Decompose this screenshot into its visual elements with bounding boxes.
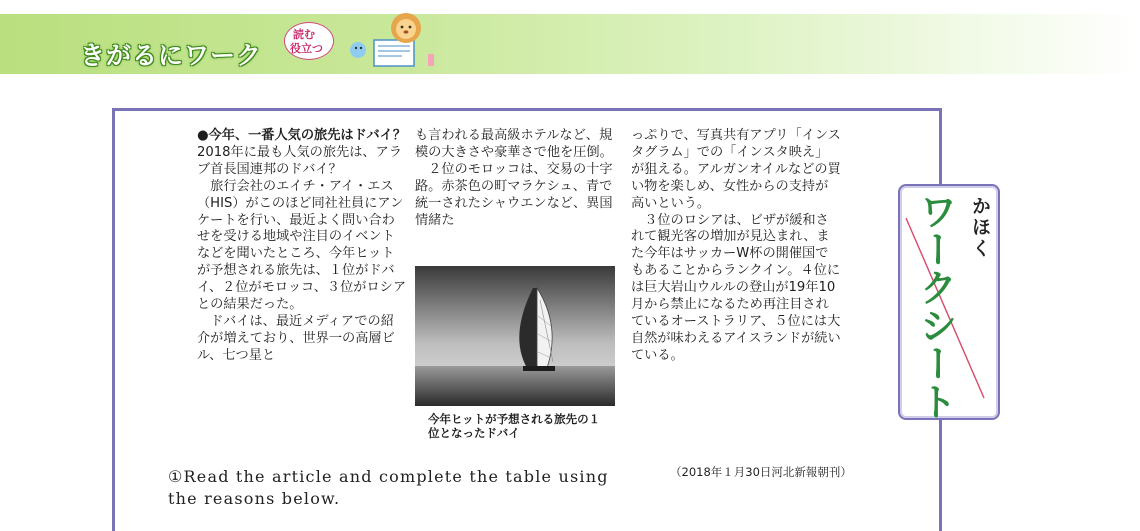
article-source: （2018年１月30日河北新報朝刊）: [670, 465, 852, 479]
article-column-3: [631, 128, 841, 365]
article-paragraph: ドバイは、最近メディアでの紹介が増えており、世界一の高層ビル、七つ星と: [197, 313, 395, 363]
tag-title: ワークシート: [913, 192, 957, 420]
article-paragraph: 旅行会社のエイチ・アイ・エス（HIS）がこのほど同社社員にアンケートを行い、最近よく問い合わせを受ける地域や注目のイベントなどを聞いたところ、今年ヒットが予想される旅先は、１位がドバイ、２位がモロッコ、３位がロシアとの結果だった。: [197, 178, 407, 313]
article-paragraph: ２位のモロッコは、交易の十字路。赤茶色の町マラケシュ、青で統一されたシャウエンなど、異国情緒た: [415, 161, 613, 228]
article-column-2: [415, 128, 620, 229]
article-paragraph: も言われる最高級ホテルなど、規模の大きさや豪華さで他を圧倒。: [415, 128, 613, 160]
article-column-1: [197, 128, 407, 365]
article-paragraph: ３位のロシアは、ビザが緩和されて観光客の増加が見込まれ、また今年はサッカーW杯の開催国でもあることからランクイン。４位には巨大岩山ウルルの登山が19年10月から禁止になるため再注目されているオーストラリア、５位には大自然が味わえるアイスランドが続いている。: [631, 212, 841, 363]
header-banner: [0, 14, 1140, 74]
tag-subtitle: かほく: [969, 196, 991, 259]
exercise-instruction: ①Read the article and complete the table using the reasons below.: [168, 467, 609, 508]
bubble-text-useful: 役立つ: [290, 42, 323, 55]
article-paragraph: 2018年に最も人気の旅先は、アラブ首長国連邦のドバイ？: [197, 144, 402, 177]
mascot-illustration-icon: [336, 10, 436, 70]
dubai-hotel-photo: [415, 266, 615, 406]
banner-title: きがるにワーク: [80, 41, 263, 70]
article-lead-heading: ●今年、一番人気の旅先はドバイ？: [197, 128, 407, 143]
photo-caption: 今年ヒットが予想される旅先の１位となったドバイ: [428, 412, 601, 440]
bubble-text-read: 読む: [293, 28, 315, 41]
article-paragraph: っぷりで、写真共有アプリ「インスタグラム」での「インスタ映え」が狙える。アルガンオイルなどの買い物を楽しめ、女性からの支持が高いという。: [631, 128, 841, 211]
